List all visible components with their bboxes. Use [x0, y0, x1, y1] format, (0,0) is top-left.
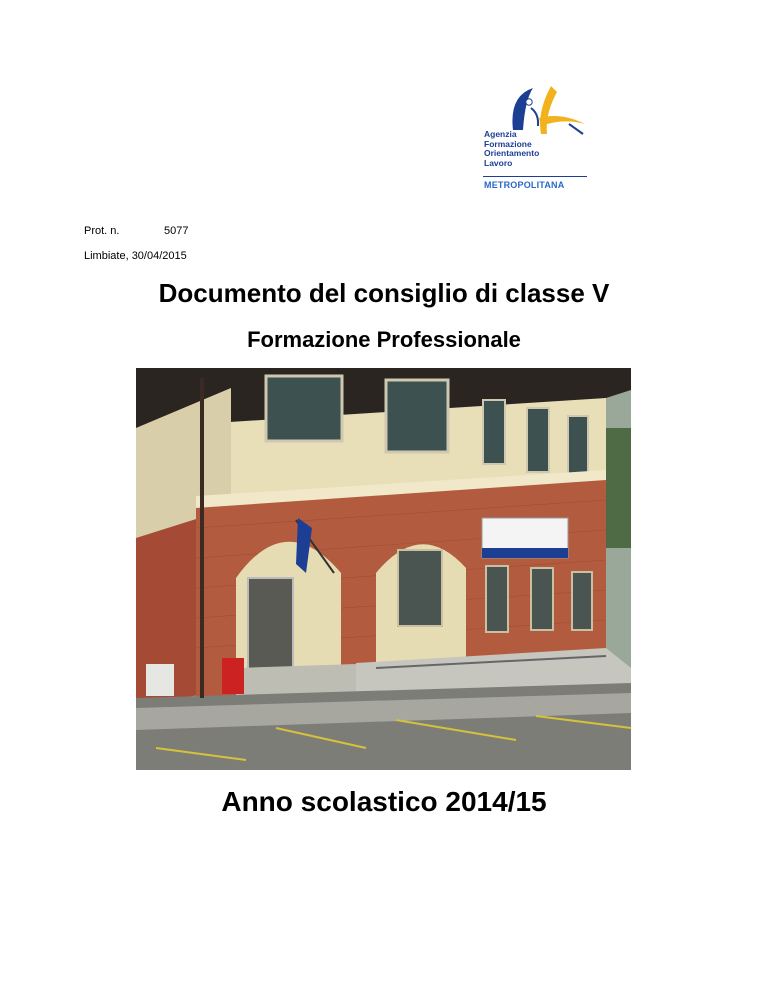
afol-logo [481, 84, 591, 196]
building-illustration [136, 368, 631, 770]
logo-line: Lavoro [484, 157, 513, 168]
logo-subtitle: METROPOLITANA [484, 180, 565, 190]
school-year-title: Anno scolastico 2014/15 [221, 786, 547, 817]
protocol-number: 5077 [164, 225, 189, 237]
logo-line: Formazione [484, 138, 532, 149]
logo-divider [483, 176, 587, 177]
place-date: Limbiate, 30/04/2015 [84, 250, 187, 262]
logo-line: Agenzia [484, 129, 517, 139]
document-subtitle: Formazione Professionale [247, 327, 521, 352]
school-building-photo [136, 368, 631, 770]
logo-line: Orientamento [484, 148, 540, 159]
document-title: Documento del consiglio di classe V [158, 278, 610, 308]
protocol-label: Prot. n. [84, 225, 120, 237]
logo-wordmark [484, 130, 590, 168]
